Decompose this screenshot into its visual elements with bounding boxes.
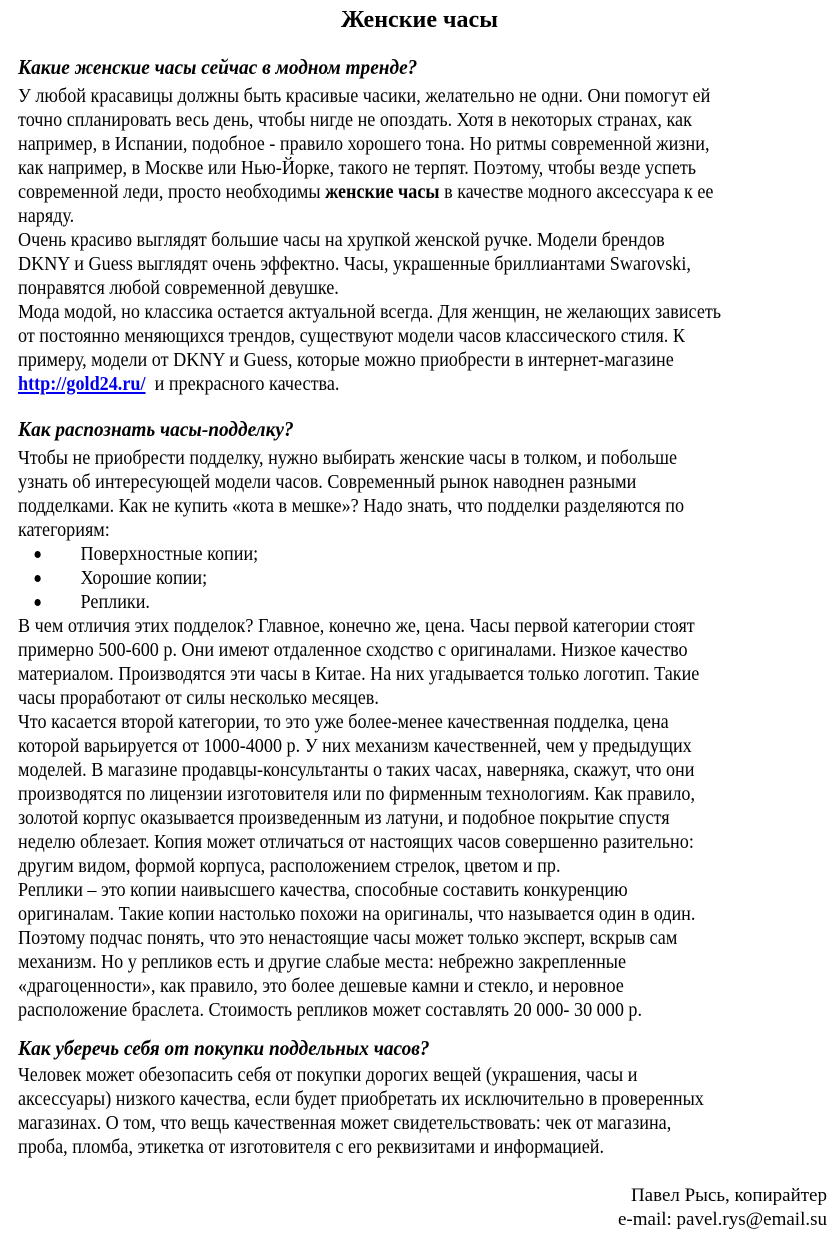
text-fragment: и прекрасного качества. [145,373,340,395]
text-line: проба, пломба, этикетка от изготовителя с его реквизитами и информацией. [18,1136,605,1158]
text-line: Человек может обезопасить себя от покупки дорогих вещей (украшения, часы и [18,1064,638,1086]
list-item [0,542,797,566]
text-line: как например, в Москве или Нью-Йорке, такого не терпят. Поэтому, чтобы везде успеть [18,157,697,179]
text-fragment: в качестве модного аксессуара к ее [439,181,714,203]
text-line: наряду. [18,205,75,227]
list-item-text: Хорошие копии; [80,567,208,589]
author-email: e-mail: pavel.rys@email.su [617,1209,827,1230]
text-line: DKNY и Guess выглядят очень эффектно. Часы, украшенные бриллиантами Swarovski, [18,253,691,275]
section-heading-trend: Какие женские часы сейчас в модном тренде? [18,55,418,79]
text-line: расположение браслета. Стоимость репликов может составлять 20 000- 30 000 р. [18,999,643,1021]
section-body-fake [18,446,815,542]
text-line: например, в Испании, подобное - правило хорошего тона. Но ритмы современной жизни, [18,133,710,155]
page-title: Женские часы [341,7,498,33]
text-line: которой варьируется от 1000-4000 р. У них механизм качественней, чем у предыдущих [18,735,692,757]
text-line: золотой корпус оказывается произведенным из латуни, и подобное покрытие спустя [18,807,670,829]
text-line: механизм. Но у репликов есть и другие слабые места: небрежно закрепленные [18,951,627,973]
section-body-protect [18,1063,815,1159]
text-line: другим видом, формой корпуса, расположением стрелок, цветом и пр. [18,855,561,877]
text-line: В чем отличия этих подделок? Главное, конечно же, цена. Часы первой категории стоят [18,615,695,637]
text-line: Чтобы не приобрести подделку, нужно выбирать женские часы в толком, и побольше [18,447,678,469]
text-line: подделками. Как не купить «кота в мешке»? Надо знать, что подделки разделяются по [18,495,685,517]
text-line: Мода модой, но классика остается актуальной всегда. Для женщин, не желающих зависеть [18,301,722,323]
list-item [0,590,797,614]
list-item [0,566,797,590]
text-fragment: современной леди, просто необходимы [18,181,326,203]
author-name: Павел Рысь, копирайтер [630,1185,827,1206]
text-line: точно спланировать весь день, чтобы нигде не опоздать. Хотя в некоторых странах, как [18,109,692,131]
section-heading-protect: Как уберечь себя от покупки поддельных часов? [18,1036,430,1060]
bold-keyword: женские часы [325,181,440,203]
text-line-with-bold [18,180,815,204]
text-line: оригиналам. Такие копии настолько похожи на оригиналы, что называется один в один. [18,903,696,925]
shop-link[interactable]: http://gold24.ru/ [18,373,146,395]
fake-categories-list [0,542,797,614]
text-line: примеру, модели от DKNY и Guess, которые можно приобрести в интернет-магазине [18,349,674,371]
text-line: магазинах. О том, что вещь качественная может свидетельствовать: чек от магазина, [18,1112,672,1134]
list-item-text: Реплики. [80,591,150,613]
bullet-icon [35,599,41,606]
text-line: Что касается второй категории, то это уже более-менее качественная подделка, цена [18,711,669,733]
text-line: неделю облезает. Копия может отличаться от настоящих часов совершенно разительно: [18,831,694,853]
text-line: У любой красавицы должны быть красивые часики, желательно не одни. Они помогут ей [18,85,711,107]
section-heading-fake: Как распознать часы-подделку? [18,417,294,441]
text-line: «драгоценности», как правило, это более дешевые камни и стекло, и неровное [18,975,624,997]
text-line-with-link [18,372,815,396]
bullet-icon [35,575,41,582]
text-line: от постоянно меняющихся трендов, существуют модели часов классического стиля. К [18,325,685,347]
text-line: Реплики – это копии наивысшего качества, способные составить конкуренцию [18,879,628,901]
text-line: часы проработают от силы несколько месяцев. [18,687,379,709]
text-line: аксессуары) низкого качества, если будет приобретать их исключительно в проверенных [18,1088,704,1110]
list-item-text: Поверхностные копии; [80,543,259,565]
text-line: Поэтому подчас понять, что это ненастоящие часы может только эксперт, вскрыв сам [18,927,678,949]
text-line: понравятся любой современной девушке. [18,277,339,299]
text-line: производятся по лицензии изготовителя или по фирменным технологиям. Как правило, [18,783,695,805]
text-line: категориям: [18,519,110,541]
text-line: узнать об интересующей модели часов. Современный рынок наводнен разными [18,471,637,493]
text-line: материалом. Производятся эти часы в Китае. На них угадывается только логотип. Такие [18,663,700,685]
text-line: моделей. В магазине продавцы-консультанты о таких часах, наверняка, скажут, что они [18,759,695,781]
text-line: примерно 500-600 р. Они имеют отдаленное сходство с оригиналами. Низкое качество [18,639,688,661]
bullet-icon [35,551,41,558]
text-line: Очень красиво выглядят большие часы на хрупкой женской ручке. Модели брендов [18,229,665,251]
section-body-fake-continued [18,614,815,1022]
section-body-trend [18,84,815,396]
